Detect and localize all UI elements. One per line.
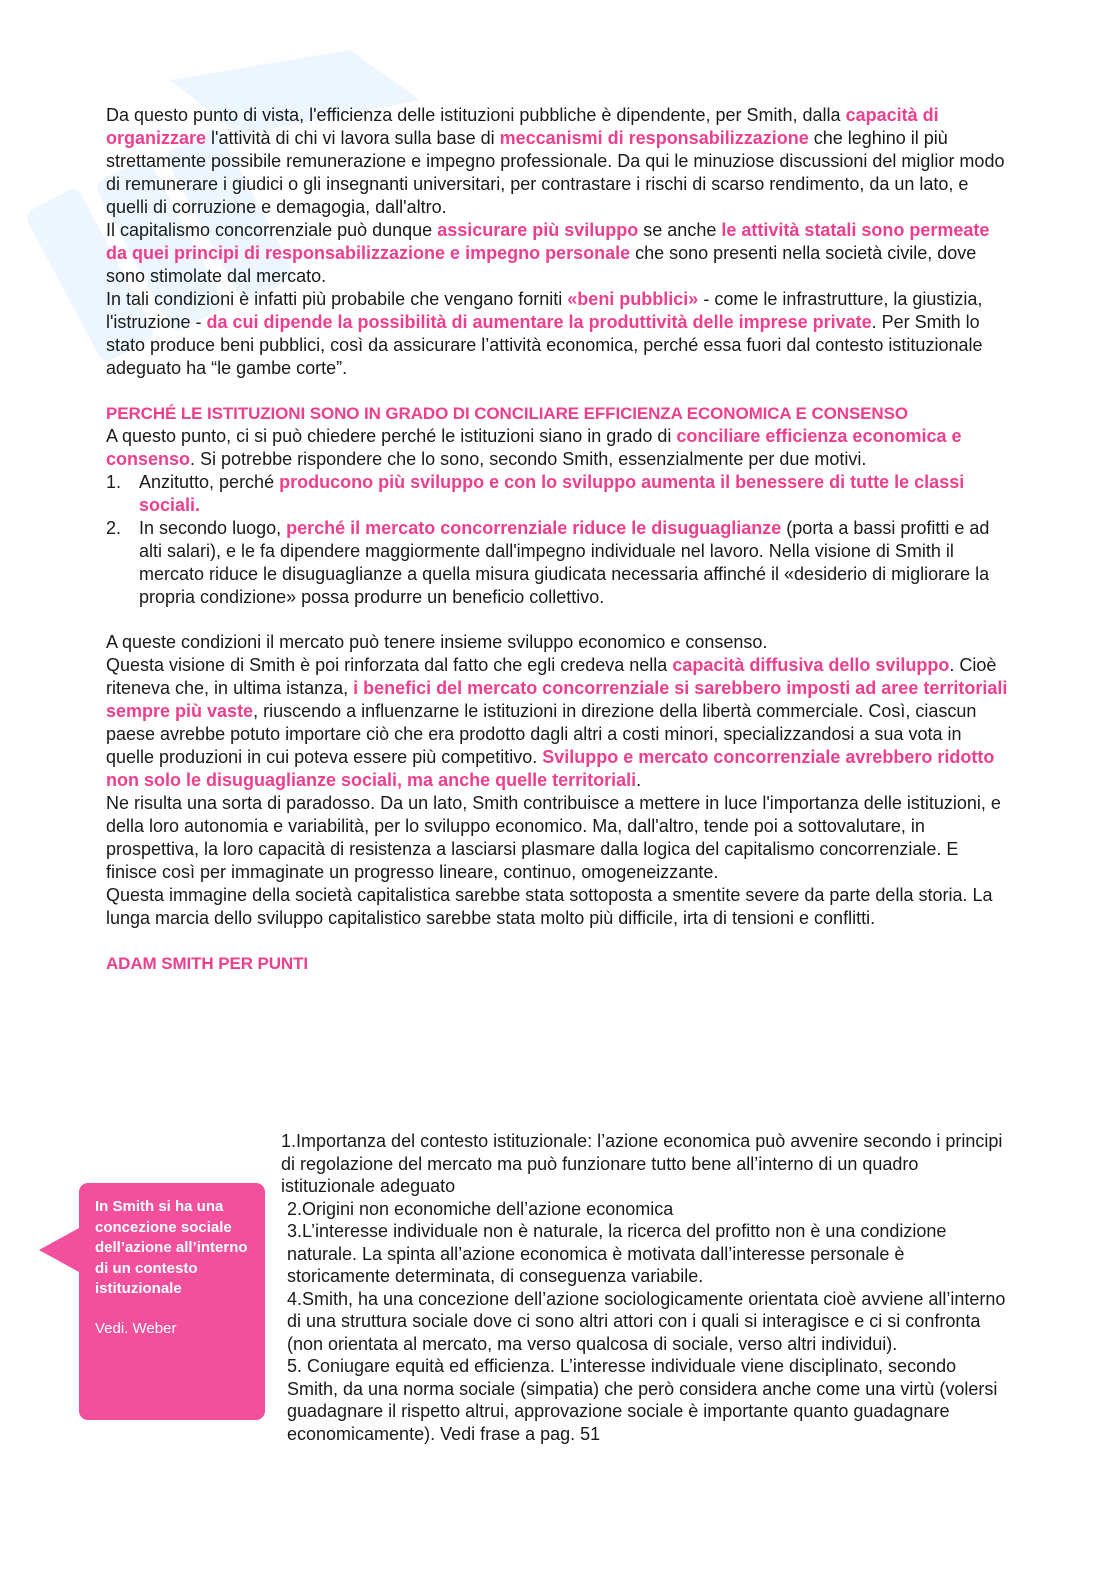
section2-paragraphs — [106, 631, 1012, 930]
highlighted-text: «beni pubblici» — [567, 289, 699, 309]
paragraph — [106, 219, 1012, 288]
list-item — [106, 517, 1012, 609]
point-item: 4.Smith, ha una concezione dell’azione sociologicamente orientata cioè avviene all’interno di una struttura sociale dove ci sono altri attori con i quali si interagisce e ci si confronta (non orientata al mercato, ma verso qualcosa di sociale, verso altri individui). — [287, 1288, 1006, 1354]
callout-arrow — [39, 1228, 79, 1272]
point-item: 2.Origini non economiche dell’azione economica — [287, 1198, 674, 1219]
side-note — [79, 1183, 265, 1420]
text-run: A queste condizioni il mercato può tenere insieme sviluppo economico e consenso. — [106, 632, 768, 652]
list-number: 1. — [106, 472, 122, 492]
intro-paragraphs — [106, 104, 1012, 380]
text-run: Questa visione di Smith è poi rinforzata dal fatto che egli credeva nella — [106, 655, 673, 675]
paragraph — [106, 654, 1012, 792]
text-run: se anche — [638, 220, 722, 240]
text-run: Questa immagine della società capitalistica sarebbe stata sottoposta a smentite severe da parte della storia. La lunga marcia dello sviluppo capitalistico sarebbe stata molto più difficile, irta di tensioni e conflitti. — [106, 885, 993, 928]
paragraph — [106, 792, 1012, 884]
list-number: 2. — [106, 518, 122, 538]
text-run: l'attività di chi vi lavora sulla base di — [206, 128, 500, 148]
paragraph — [106, 631, 1012, 654]
text-run: . — [636, 770, 642, 790]
highlighted-text: le attività statali sono permeate da quei principi di responsabilizzazione e impegno personale — [106, 220, 990, 263]
text-run: - come le infrastrutture, la giustizia, l'istruzione - — [106, 289, 983, 332]
highlighted-text: Sviluppo e mercato concorrenziale avrebbero ridotto non solo le disuguaglianze sociali, ma anche quelle territoriali — [106, 747, 995, 790]
text-run: che leghino il più strettamente possibile remunerazione e impegno professionale. Da qui le minuziose discussioni del miglior modo di remunerare i giudici o gli insegnanti universitari, per contrastare i rischi di scarso rendimento, da un lato, e quelli di corruzione e demagogia, dall'altro. — [106, 128, 1005, 217]
text-run: In secondo luogo, — [139, 518, 287, 538]
text-run: Il capitalismo concorrenziale può dunque — [106, 220, 438, 240]
highlighted-text: producono più sviluppo e con lo sviluppo aumenta il benessere di tutte le classi sociali. — [139, 472, 965, 515]
text-run: A questo punto, ci si può chiedere perché le istituzioni siano in grado di — [106, 426, 677, 446]
highlighted-text: meccanismi di responsabilizzazione — [499, 128, 809, 148]
side-note-reference: Vedi. Weber — [95, 1319, 177, 1337]
section-heading-institutions: PERCHÉ LE ISTITUZIONI SONO IN GRADO DI CONCILIARE EFFICIENZA ECONOMICA E CONSENSO — [106, 404, 908, 423]
highlighted-text: capacità diffusiva dello sviluppo — [672, 655, 950, 675]
point-item: 1.Importanza del contesto istituzionale: l’azione economica può avvenire secondo i principi di regolazione del mercato ma può funzionare tutto bene all’interno di un quadro istituzionale adeguato — [281, 1131, 1003, 1196]
text-run: Anzitutto, perché — [139, 472, 280, 492]
text-run: Ne risulta una sorta di paradosso. Da un lato, Smith contribuisce a mettere in luce l'importanza delle istituzioni, e della loro autonomia e variabilità, per lo sviluppo economico. Ma, dall'altro, tende poi a sottovalutare, in prospettiva, la loro capacità di resistenza a lasciarsi plasmare dalla logica del capitalismo concorrenziale. E finisce così per immaginate un progresso lineare, continuo, omogeneizzante. — [106, 793, 1001, 882]
point-item: 5. Coniugare equità ed efficienza. L’interesse individuale viene disciplinato, secondo Smith, da una norma sociale (simpatia) che però considera anche come una virtù (volersi guadagnare il rispetto altrui, approvazione sociale è importante quanto guadagnare economicamente). Vedi frase a pag. 51 — [287, 1356, 998, 1444]
point-item: 3.L’interesse individuale non è naturale, la ricerca del profitto non è una condizione naturale. La spinta all’azione economica è motivata dall’interesse personale è storicamente determinata, di conseguenza variabile. — [287, 1221, 947, 1286]
side-note-text: In Smith si ha una concezione sociale dell’azione all’interno di un contesto istituzionale — [95, 1198, 248, 1297]
section1-body — [106, 425, 1012, 471]
text-run: Da questo punto di vista, l'efficienza delle istituzioni pubbliche è dipendente, per Smith, dalla — [106, 105, 846, 125]
text-run: (porta a bassi profitti e ad alti salari), e le fa dipendere maggiormente dall'impegno individuale nel lavoro. Nella visione di Smith il mercato riduce le disuguaglianze a quella misura giudicata necessaria affinché il «desiderio di migliorare la propria condizione» possa produrre un beneficio collettivo. — [139, 518, 990, 607]
text-run: . Per Smith lo stato produce beni pubblici, così da assicurare l’attività economica, perché essa fuori dal contesto istituzionale adeguato ha “le gambe corte”. — [106, 312, 983, 378]
text-run: . Si potrebbe rispondere che lo sono, secondo Smith, essenzialmente per due motivi. — [190, 449, 867, 469]
paragraph — [106, 288, 1012, 380]
adam-smith-points — [281, 1130, 1012, 1445]
paragraph — [106, 884, 1012, 930]
text-run: , riuscendo a influenzarne le istituzioni in direzione della libertà commerciale. Così, ciascun paese avrebbe potuto importare ciò che era prodotto dagli altri a costi minori, specializzandosi a sua vota in quelle produzioni in cui poteva essere più competitivo. — [106, 701, 977, 767]
highlighted-text: da cui dipende la possibilità di aumentare la produttività delle imprese private — [206, 312, 872, 332]
paragraph — [106, 104, 1012, 219]
highlighted-text: conciliare efficienza economica e consenso — [106, 426, 962, 469]
main-text — [106, 104, 1012, 975]
text-run: che sono presenti nella società civile, dove sono stimolate dal mercato. — [106, 243, 977, 286]
highlighted-text: assicurare più sviluppo — [437, 220, 639, 240]
highlighted-text: perché il mercato concorrenziale riduce le disuguaglianze — [286, 518, 782, 538]
text-run: In tali condizioni è infatti più probabile che vengano forniti — [106, 289, 568, 309]
highlighted-text: i benefici del mercato concorrenziale si sarebbero imposti ad aree territoriali sempre più vaste — [106, 678, 1008, 721]
section-heading-adam-smith: ADAM SMITH PER PUNTI — [106, 954, 309, 973]
highlighted-text: capacità di organizzare — [106, 105, 939, 148]
numbered-list — [106, 471, 1012, 609]
paragraph — [106, 425, 1012, 471]
list-item — [106, 471, 1012, 517]
text-run: . Cioè riteneva che, in ultima istanza, — [106, 655, 997, 698]
